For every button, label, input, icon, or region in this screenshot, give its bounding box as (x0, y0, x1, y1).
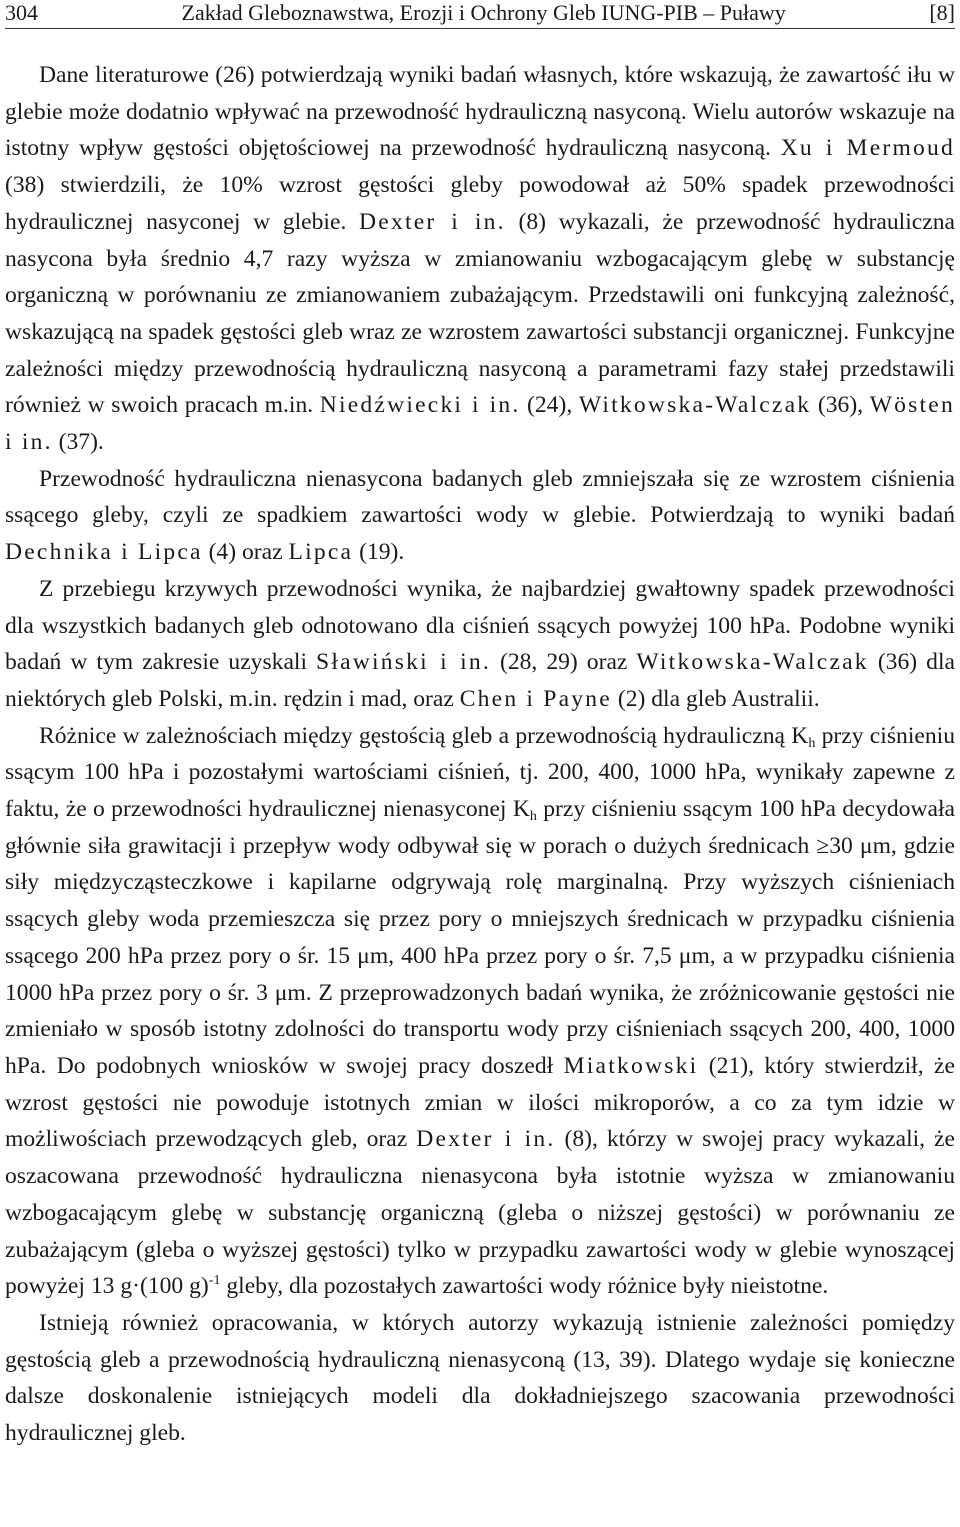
paragraph (5, 1305, 955, 1452)
author-citation: Niedźwiecki i in. (319, 392, 521, 419)
text-run: (36) dla niektórych gleb Polski, m.in. rędzin i mad, oraz (5, 649, 955, 712)
text-run: (8) wykazali, że przewodność hydrauliczna nasycona była średnio 4,7 razy wyższa w zmianowaniu wzbogacającym glebę w substancję organiczną w porównaniu ze zmianowaniem zubażającym. Przedstawili oni funkcyjną zależność, wskazującą na spadek gęstości gleb wraz ze wzrostem zawartości substancji organicznej. Funkcyjne zależności między przewodnością hydrauliczną nasyconą a parametrami fazy stałej przedstawili również w swoich pracach m.in. (5, 208, 955, 419)
text-run: (4) oraz (202, 539, 289, 566)
author-citation: Dexter i in. (359, 208, 506, 235)
text-run: Z przebiegu krzywych przewodności wynika, że najbardziej gwałtowny spadek przewodności dla wszystkich badanych gleb odnotowano dla ciśnień ssących powyżej 100 hPa. Podobne wyniki badań w tym zakresie uzyskali (5, 575, 955, 676)
subscript: h (529, 809, 537, 825)
author-citation: Dechnika i Lipca (5, 539, 203, 566)
text-run: Przewodność hydrauliczna nienasycona badanych gleb zmniejszała się ze wzrostem ciśnienia ssącego gleby, czyli ze spadkiem zawartości wody w glebie. Potwierdzają to wyniki badań (5, 465, 955, 529)
paragraph (5, 57, 955, 461)
text-run: Różnice w zależnościach między gęstością gleb a przewodnością hydrauliczną K (39, 722, 809, 749)
journal-title: Zakład Gleboznawstwa, Erozji i Ochrony Gleb IUNG-PIB – Puławy (181, 0, 786, 25)
running-header (5, 0, 955, 29)
text-run: (36), (811, 392, 870, 419)
text-run: Istnieją również opracowania, w których autorzy wykazują istnienie zależności pomiędzy gęstością gleb a przewodnością hydrauliczną nienasyconą (13, 39). Dlatego wydaje się konieczne dalsze doskonalenie istniejących modeli dla dokładniejszego szacowania przewodności hydraulicznej gleb. (5, 1309, 955, 1447)
text-run: (21), który stwierdził, że wzrost gęstości nie powoduje istotnych zmian w ilości mikroporów, a co za tym idzie w możliwościach przewodzących gleb, oraz (5, 1052, 955, 1153)
issue-number: [8] (929, 0, 955, 25)
author-citation: Dexter i in. (416, 1126, 556, 1153)
text-run: przy ciśnieniu ssącym 100 hPa decydowała głównie siła grawitacji i przepływ wody odbywał się w porach o dużych średnicach ≥30 μm, gdzie siły międzycząsteczkowe i kapilarne odgrywają rolę marginalną. Przy wyższych ciśnieniach ssących gleby woda przemieszcza się przez pory o mniejszych średnicach w przypadku ciśnienia ssącego 200 hPa przez pory o śr. 15 μm, 400 hPa przez pory o śr. 7,5 μm, a w przypadku ciśnienia 1000 hPa przez pory o śr. 3 μm. Z przeprowadzonych badań wynika, że zróżnicowanie gęstości nie zmieniało w sposób istotny zdolności do transportu wody przy ciśnieniach ssących 200, 400, 1000 hPa. Do podobnych wniosków w swojej pracy doszedł (5, 796, 956, 1079)
paragraph (5, 718, 955, 1305)
text-run: (24), (520, 392, 579, 419)
author-citation: Chen i Payne (459, 685, 612, 712)
text-run: (28, 29) oraz (490, 649, 637, 676)
author-citation: Miatkowski (563, 1052, 699, 1079)
page-number: 304 (5, 0, 38, 25)
text-run: (19). (353, 539, 405, 566)
author-citation: Lipca (288, 539, 354, 566)
author-citation: Witkowska-Walczak (578, 392, 812, 419)
author-citation: Wösten i in. (5, 392, 955, 456)
paragraph (5, 461, 955, 571)
text-run: (8), którzy w swojej pracy wykazali, że oszacowana przewodność hydrauliczna nienasycona była istotnie wyższa w zmianowaniu wzbogacającym glebę w substancję organiczną (gleba o niższej gęstości) w porównaniu ze zubażającym (gleba o wyższej gęstości) tylko w przypadku zawartości wody w glebie wynoszącej powyżej 13 g·(100 g) (5, 1126, 955, 1300)
text-run: Dane literaturowe (26) potwierdzają wyniki badań własnych, które wskazują, że zawartość iłu w glebie może dodatnio wpływać na przewodność hydrauliczną nasyconą. Wielu autorów wskazuje na istotny wpływ gęstości objętościowej na przewodność hydrauliczną nasyconą. (5, 62, 955, 162)
paragraph (5, 571, 955, 718)
text-run: (37). (52, 429, 104, 456)
author-citation: Witkowska-Walczak (636, 649, 869, 676)
text-run: gleby, dla pozostałych zawartości wody różnice były nieistotne. (220, 1273, 829, 1300)
text-run: (2) dla gleb Australii. (611, 685, 820, 712)
author-citation: Sławiński i in. (316, 649, 491, 676)
text-run: (38) stwierdzili, że 10% wzrost gęstości gleby powodował aż 50% spadek przewodności hydraulicznej nasyconej w glebie. (5, 172, 955, 235)
superscript: -1 (208, 1273, 221, 1289)
article-body (5, 57, 955, 1452)
subscript: h (808, 735, 816, 751)
author-citation: Xu i Mermoud (780, 135, 956, 162)
text-run: przy ciśnieniu ssącym 100 hPa i pozostałymi wartościami ciśnień, tj. 200, 400, 1000 hPa, wynikały zapewne z faktu, że o przewodności hydraulicznej nienasyconej K (5, 722, 955, 823)
